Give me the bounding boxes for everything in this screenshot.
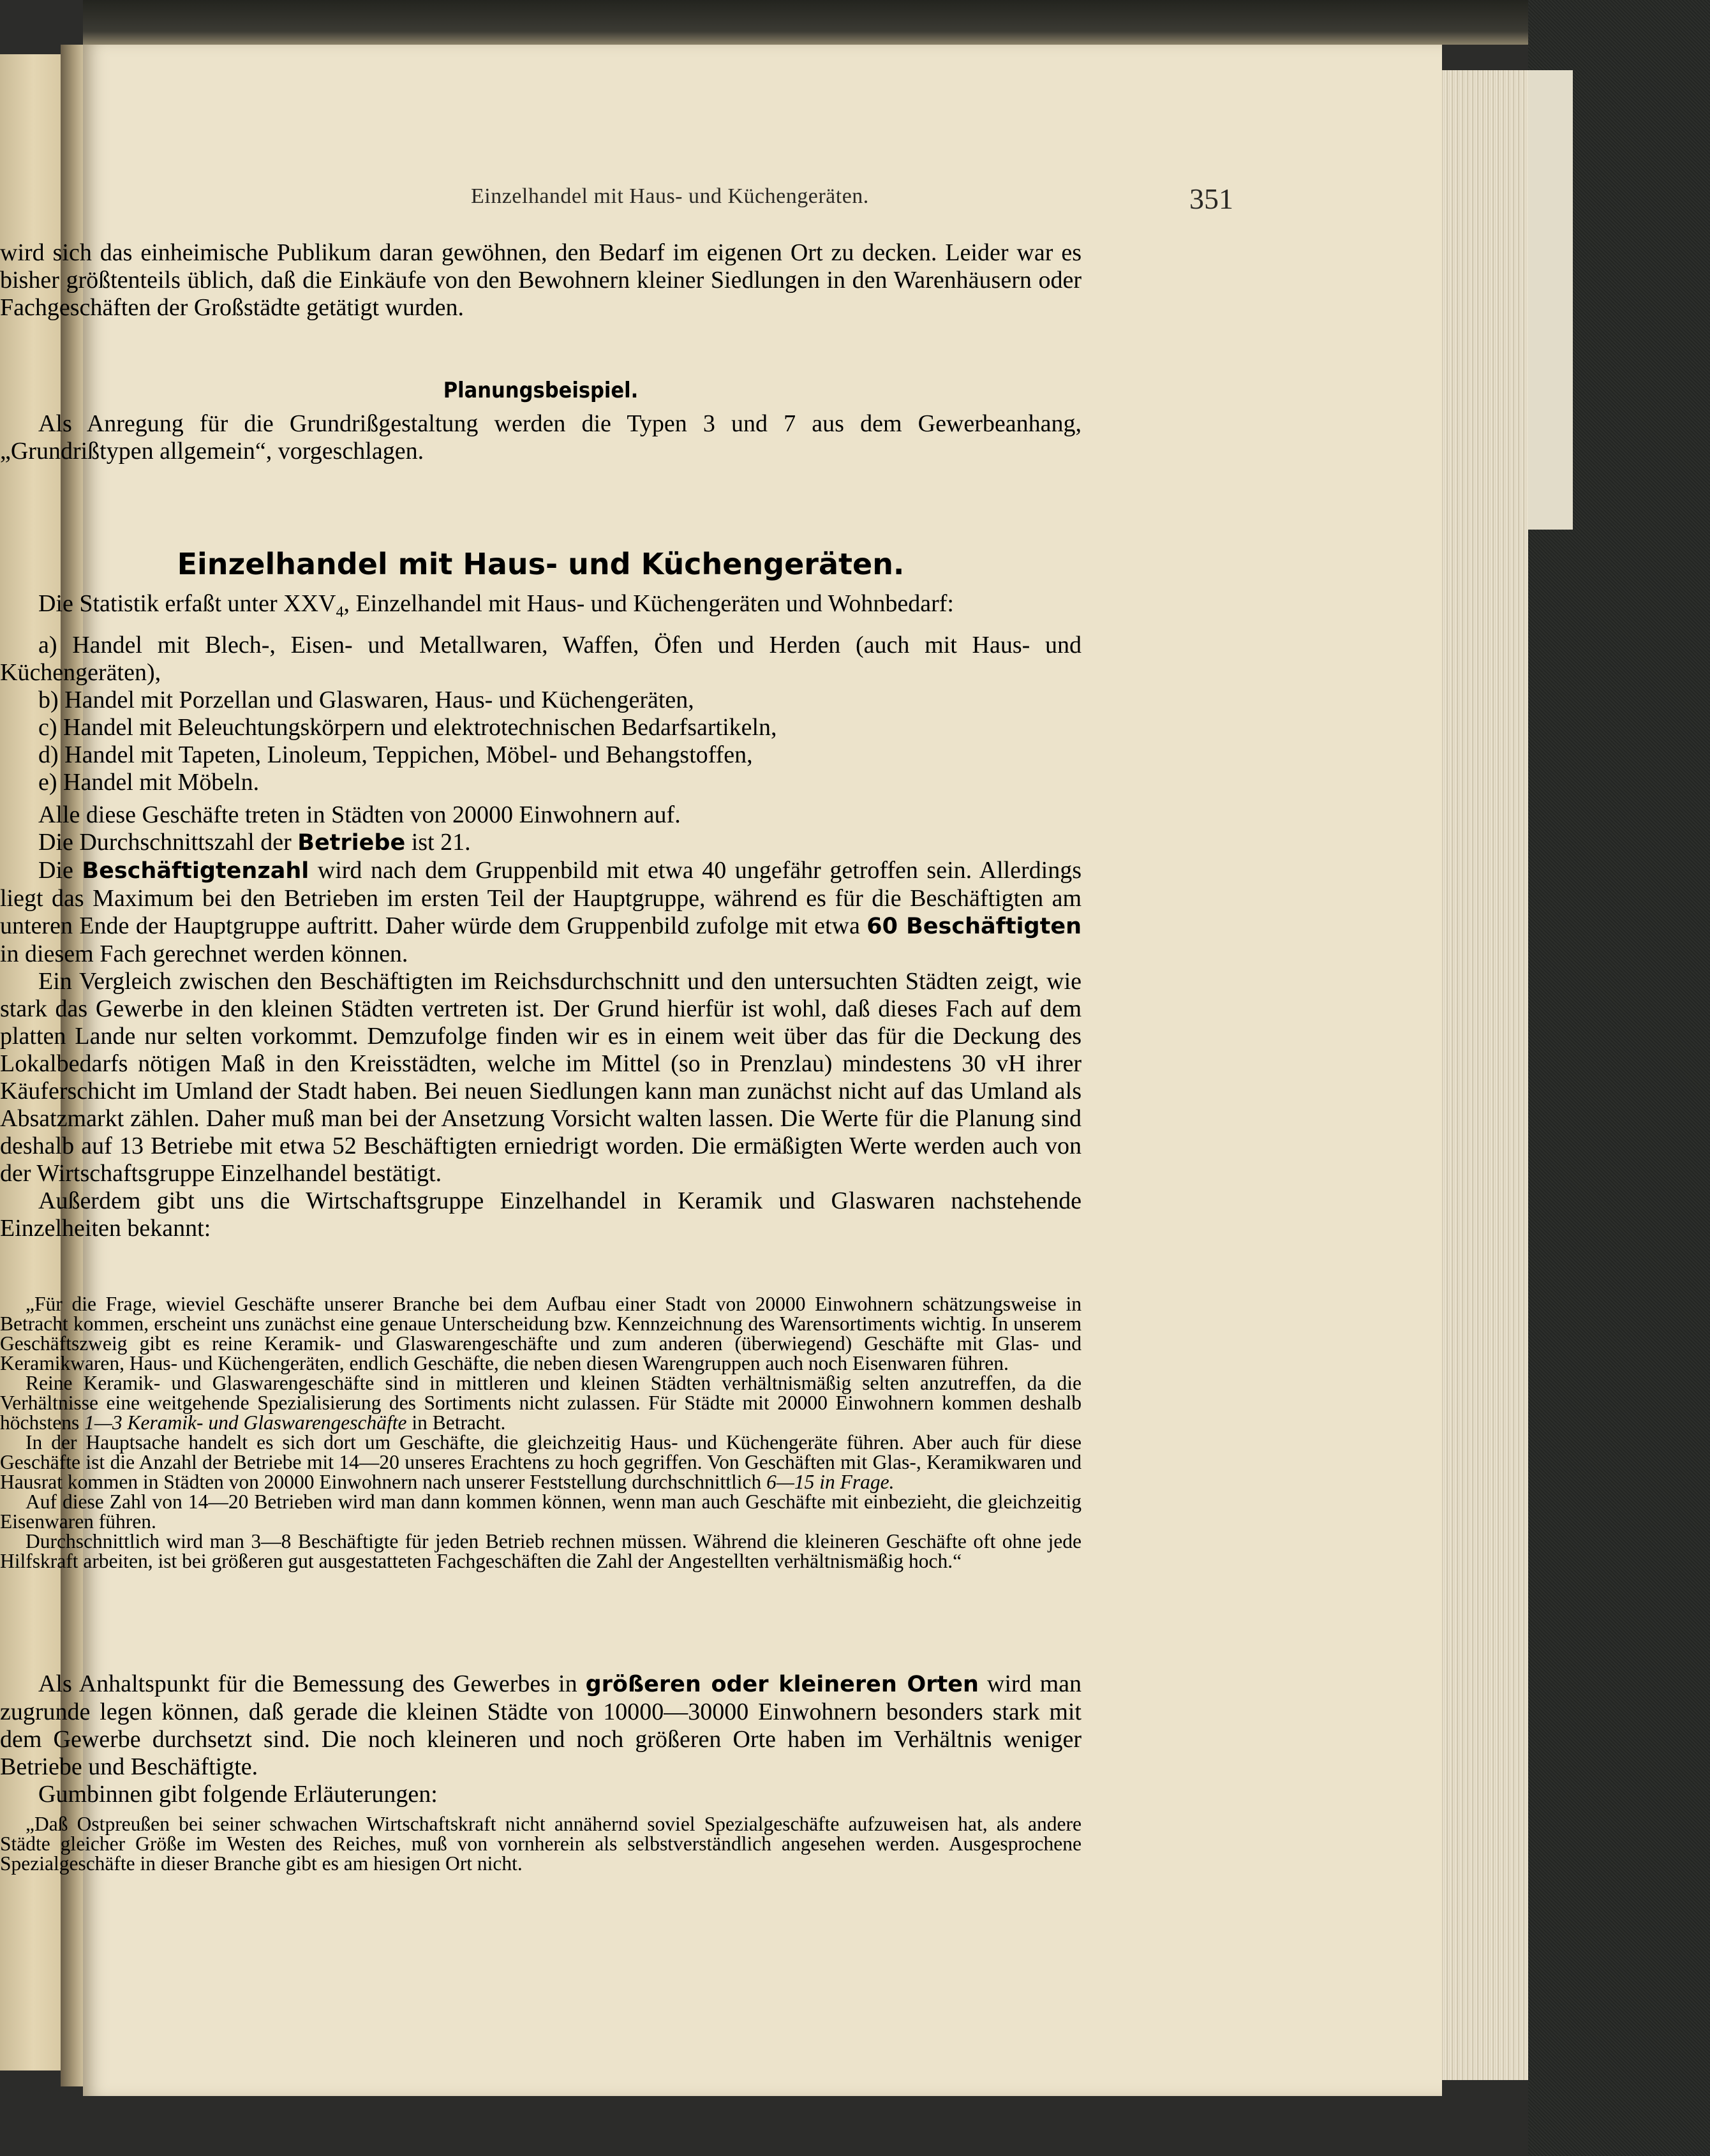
section-body <box>0 590 1082 1242</box>
trade-category-list <box>0 632 1082 796</box>
cities-paragraph: Alle diese Geschäfte treten in Städten von 20000 Einwohnern auf. <box>38 801 681 828</box>
quote-paragraph: Durchschnittlich wird man 3—8 Beschäftigte für jeden Betrieb rechnen müssen. Während die kleineren Geschäfte oft ohne jede Hilfskraft arbeiten, ist bei größeren gut ausgestatteten Fachgeschäften die Zahl der Angestellten verhältnismäßig hoch.“ <box>0 1530 1082 1572</box>
list-item: d) Handel mit Tapeten, Linoleum, Teppichen, Möbel- und Behangstoffen, <box>38 741 753 768</box>
closing-block <box>0 1670 1082 1808</box>
planning-text-block <box>0 410 1082 465</box>
list-item: c) Handel mit Beleuchtungskörpern und elektrotechnischen Bedarfsartikeln, <box>38 713 777 741</box>
page-stack-edges <box>1439 70 1528 2080</box>
page-number: 351 <box>1189 182 1233 215</box>
bookmark-strip <box>1528 70 1573 530</box>
list-item: a) Handel mit Blech-, Eisen- und Metallwaren, Waffen, Öfen und Herden (auch mit Haus- und Küchengeräten), <box>0 631 1082 686</box>
quote-block-1 <box>0 1294 1082 1571</box>
planning-block <box>0 378 1082 403</box>
book-cover-top <box>83 0 1528 45</box>
quote-paragraph: „Daß Ostpreußen bei seiner schwachen Wirtschaftskraft nicht annähernd soviel Spezialgeschäfte aufzuweisen hat, als andere Städte gleicher Größe im Westen des Reiches, muß von vornherein als selbstverständlich angesehen werden. Ausgesprochene Spezialgeschäfte in dieser Branche gibt es am hiesigen Ort nicht. <box>0 1813 1082 1875</box>
comparison-paragraph: Ein Vergleich zwischen den Beschäftigten im Reichsdurchschnitt und den untersuchten Städten zeigt, wie stark das Gewerbe in den kleinen Städten vertreten ist. Der Grund hierfür ist wohl, daß dieses Fach auf dem platten Lande nur selten vorkommt. Demzufolge finden wir es in einem weit über das für die Deckung des Lokalbedarfs nötigen Maß in den Kreisstädten, welche im Mittel (so in Prenzlau) mindestens 30 vH ihrer Käuferschicht im Umland der Stadt haben. Bei neuen Siedlungen kann man zunächst nicht auf das Umland als Absatzmarkt zählen. Daher muß man bei der Ansetzung Vorsicht walten lassen. Die Werte für die Planung sind deshalb auf 13 Betriebe mit etwa 52 Beschäftigten erniedrigt worden. Die ermäßigten Werte werden auch von der Wirtschaftsgruppe Einzelhandel bestätigt. <box>0 967 1082 1187</box>
quote-paragraph: Auf diese Zahl von 14—20 Betrieben wird man dann kommen können, wenn man auch Geschäfte mit einbezieht, die gleichzeitig Eisenwaren führen. <box>0 1491 1082 1533</box>
average-paragraph: Die Durchschnittszahl der Betriebe ist 21. <box>38 828 471 856</box>
quote-paragraph: In der Hauptsache handelt es sich dort um Geschäfte, die gleichzeitig Haus- und Küchengeräte führen. Aber auch für diese Geschäfte ist die Anzahl der Betriebe mit 14—20 unseres Erachtens zu hoch gegriffen. Von Geschäften mit Glas-, Keramikwaren und Hausrat kommen in Städten von 20000 Einwohnern nach unserer Feststellung durchschnittlich 6—15 in Frage. <box>0 1431 1082 1493</box>
page-header <box>158 182 1240 220</box>
quote-paragraph: Reine Keramik- und Glaswarengeschäfte sind in mittleren und kleinen Städten verhältnismäßig selten anzutreffen, da die Verhältnisse eine weitgehende Spezialisierung des Sortiments nicht zulassen. Für Städte mit 20000 Einwohnern kommen deshalb höchstens 1—3 Keramik- und Glaswarengeschäfte in Betracht. <box>0 1372 1082 1434</box>
list-item: b) Handel mit Porzellan und Glaswaren, Haus- und Küchengeräten, <box>38 686 694 713</box>
employees-paragraph: Die Beschäftigtenzahl wird nach dem Gruppenbild mit etwa 40 ungefähr getroffen sein. Allerdings liegt das Maximum bei den Betrieben im ersten Teil der Hauptgruppe, während es für die Beschäftigten am unteren Ende der Hauptgruppe auftritt. Daher würde dem Gruppenbild zufolge mit etwa 60 Beschäftigten in diesem Fach gerechnet werden können. <box>0 856 1082 967</box>
intro-block <box>0 239 1082 322</box>
running-title: Einzelhandel mit Haus- und Küchengeräten. <box>471 184 869 208</box>
further-details-paragraph: Außerdem gibt uns die Wirtschaftsgruppe Einzelhandel in Keramik und Glaswaren nachstehende Einzelheiten bekannt: <box>0 1187 1082 1242</box>
statistics-intro: Die Statistik erfaßt unter $XXV_4$, Einzelhandel mit Haus- und Küchengeräten und Wohnbedarf: <box>38 590 954 621</box>
section-title: Einzelhandel mit Haus- und Küchengeräten. <box>177 547 905 581</box>
planning-heading: Planungsbeispiel. <box>443 378 639 403</box>
quote-paragraph: „Für die Frage, wieviel Geschäfte unserer Branche bei dem Aufbau einer Stadt von 20000 Einwohnern schätzungsweise in Betracht kommen, erscheint uns zunächst eine genaue Unterscheidung bzw. Kennzeichnung des Warensortiments wichtig. In unserem Geschäftszweig gibt es reine Keramik- und Glaswarengeschäfte und zum anderen (überwiegend) Geschäfte mit Glas- und Keramikwaren, Haus- und Küchengeräten, endlich Geschäfte, die neben diesen Warengruppen auch noch Eisenwaren führen. <box>0 1293 1082 1374</box>
closing-paragraph: Als Anhaltspunkt für die Bemessung des Gewerbes in größeren oder kleineren Orten wird man zugrunde legen können, daß gerade die kleinen Städte von 10000—30000 Einwohnern besonders stark mit dem Gewerbe durchsetzt sind. Die noch kleineren und noch größeren Orte haben im Verhältnis weniger Betriebe und Beschäftigte. <box>0 1670 1082 1780</box>
planning-paragraph: Als Anregung für die Grundrißgestaltung werden die Typen 3 und 7 aus dem Gewerbeanhang, „Grundrißtypen allgemein“, vorgeschlagen. <box>0 410 1082 465</box>
quote-block-2 <box>0 1814 1082 1873</box>
list-item: e) Handel mit Möbeln. <box>38 768 260 796</box>
section-title-block <box>0 547 1082 581</box>
gumbinnen-paragraph: Gumbinnen gibt folgende Erläuterungen: <box>38 1781 438 1808</box>
intro-paragraph: wird sich das einheimische Publikum daran gewöhnen, den Bedarf im eigenen Ort zu decken. Leider war es bisher größtenteils üblich, daß die Einkäufe von den Bewohnern kleiner Siedlungen in den Warenhäusern oder Fachgeschäften der Großstädte getätigt wurden. <box>0 239 1082 321</box>
